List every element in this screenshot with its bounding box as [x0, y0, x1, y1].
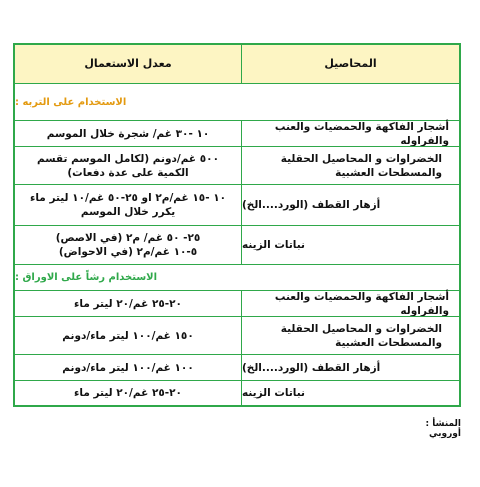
rate-line: يكرر خلال الموسم [80, 206, 176, 218]
table-row [15, 225, 459, 264]
usage-table [13, 43, 461, 407]
crop-cell: أزهار القطف (الورد....الخ) [241, 355, 459, 380]
rate-cell: ١٠٠ غم/١٠٠ ليتر ماء/دونم [62, 361, 194, 374]
rate-cell [15, 226, 241, 264]
table-header-row [15, 45, 459, 83]
crop-cell [241, 147, 459, 184]
rate-line: ٥٠٠ غم/دونم (لكامل الموسم تقسم [37, 152, 219, 165]
crop-cell: نباتات الزينه [241, 381, 459, 405]
table-row [15, 184, 459, 225]
crop-cell: أشجار الفاكهة والحمضيات والعنب والفراوله [241, 121, 459, 146]
table-row [15, 316, 459, 354]
leaf-section-row [15, 264, 459, 290]
rate-cell: ١٥٠ غم/١٠٠ ليتر ماء/دونم [62, 329, 194, 342]
crop-cell [241, 317, 459, 354]
rate-cell: ٢٠-٢٥ غم/٢٠ ليتر ماء [74, 387, 182, 399]
header-crops: المحاصيل [241, 45, 459, 83]
crop-cell: أزهار القطف (الورد....الخ) [241, 185, 459, 225]
table-row [15, 354, 459, 380]
origin-note: المنشأ : أوروبي [425, 419, 461, 439]
table-row [15, 290, 459, 316]
table-row [15, 380, 459, 405]
leaf-section-heading: الاستخدام رشاً على الاوراق : [15, 272, 158, 283]
crop-cell: أشجار الفاكهة والحمضيات والعنب والفراوله [241, 291, 459, 316]
rate-cell: ٢٠-٢٥ غم/٢٠ ليتر ماء [74, 297, 182, 310]
rate-line: الكمية على عدة دفعات) [67, 166, 189, 179]
header-rate: معدل الاستعمال [84, 57, 172, 70]
soil-section-row [15, 83, 459, 120]
crop-text: الخضراوات و المحاصيل الحقلية والمسطحات العشبية [280, 322, 442, 349]
rate-cell [15, 147, 241, 184]
crop-cell: نباتات الزينه [241, 226, 459, 264]
rate-cell [15, 185, 241, 225]
rate-line: ١٠ -١٥ غم/م٢ او ٢٥-٥٠ غم/١٠ ليتر ماء [29, 192, 227, 204]
soil-section-heading: الاستخدام على التربه : [15, 96, 127, 108]
crop-text: الخضراوات و المحاصيل الحقلية والمسطحات العشبية [280, 152, 442, 179]
rate-cell: ١٠ -٣٠ غم/ شجرة خلال الموسم [46, 127, 210, 140]
rate-line: ٥-١٠ غم/م٢ (في الاحواض) [58, 246, 198, 258]
rate-line: ٢٥- ٥٠ غم/ م٢ (في الاصص) [55, 232, 201, 244]
table-row [15, 146, 459, 184]
table-row [15, 120, 459, 146]
